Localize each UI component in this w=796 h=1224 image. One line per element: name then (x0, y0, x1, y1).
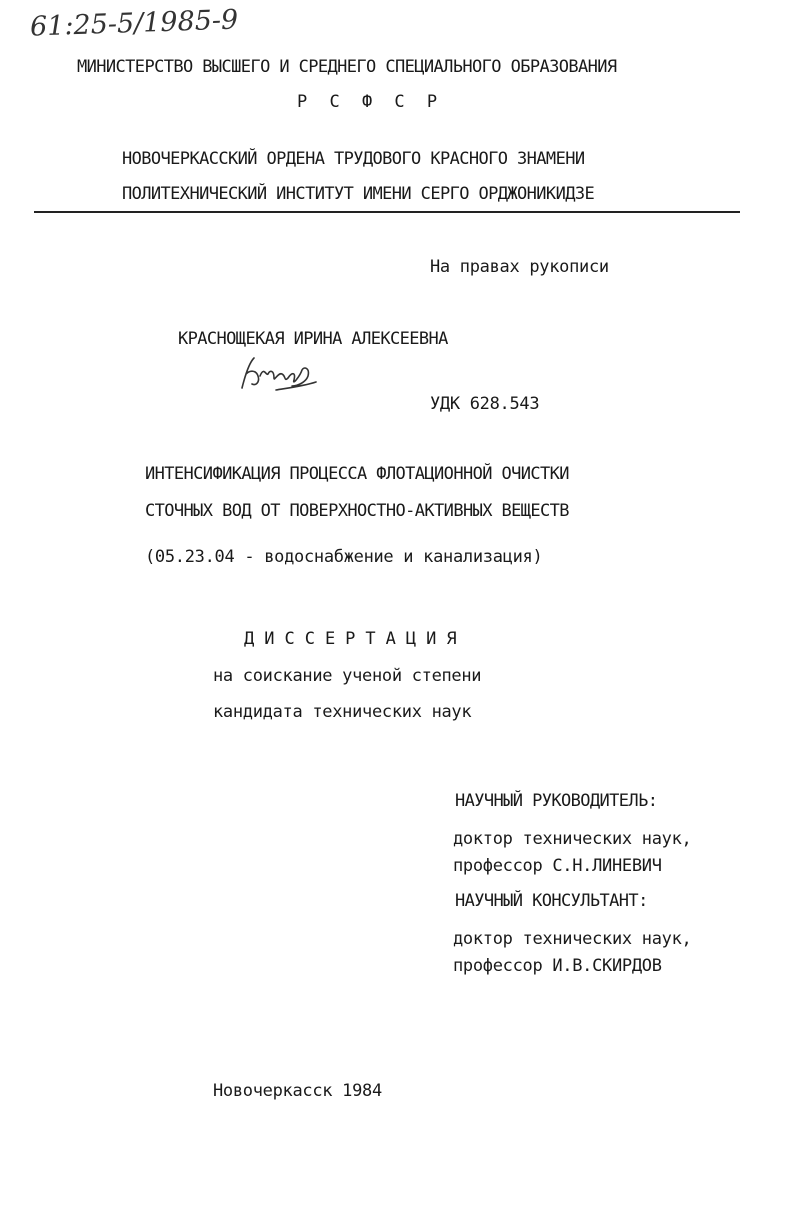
manuscript-rights: На правах рукописи (430, 257, 609, 277)
author-name: КРАСНОЩЕКАЯ ИРИНА АЛЕКСЕЕВНА (178, 329, 448, 349)
degree-line-1: на соискание ученой степени (213, 666, 482, 686)
institute-line-1: НОВОЧЕРКАССКИЙ ОРДЕНА ТРУДОВОГО КРАСНОГО ЗНАМЕНИ (122, 149, 585, 169)
header-divider (34, 211, 740, 213)
degree-line-2: кандидата технических наук (213, 702, 472, 722)
dissertation-title-line-2: СТОЧНЫХ ВОД ОТ ПОВЕРХНОСТНО-АКТИВНЫХ ВЕЩЕСТВ (145, 501, 569, 521)
ministry-heading: МИНИСТЕРСТВО ВЫСШЕГО И СРЕДНЕГО СПЕЦИАЛЬНОГО ОБРАЗОВАНИЯ (77, 57, 617, 77)
supervisor-degree: доктор технических наук, (453, 829, 692, 849)
institute-line-2: ПОЛИТЕХНИЧЕСКИЙ ИНСТИТУТ ИМЕНИ СЕРГО ОРДЖОНИКИДЗЕ (122, 184, 595, 204)
consultant-name: профессор И.В.СКИРДОВ (453, 956, 662, 976)
supervisor-heading: НАУЧНЫЙ РУКОВОДИТЕЛЬ: (455, 791, 658, 811)
document-type: ДИССЕРТАЦИЯ (244, 629, 467, 649)
udc-code: УДК 628.543 (430, 394, 540, 414)
republic-heading: Р С Ф С Р (297, 92, 444, 112)
city-year: Новочеркасск 1984 (213, 1081, 382, 1101)
specialty-code: (05.23.04 - водоснабжение и канализация) (145, 547, 543, 567)
dissertation-title-line-1: ИНТЕНСИФИКАЦИЯ ПРОЦЕССА ФЛОТАЦИОННОЙ ОЧИСТКИ (145, 464, 569, 484)
consultant-degree: доктор технических наук, (453, 929, 692, 949)
consultant-heading: НАУЧНЫЙ КОНСУЛЬТАНТ: (455, 891, 648, 911)
archive-number: 61:25-5/1985-9 (29, 4, 239, 43)
supervisor-name: профессор С.Н.ЛИНЕВИЧ (453, 856, 662, 876)
author-signature (236, 352, 322, 396)
